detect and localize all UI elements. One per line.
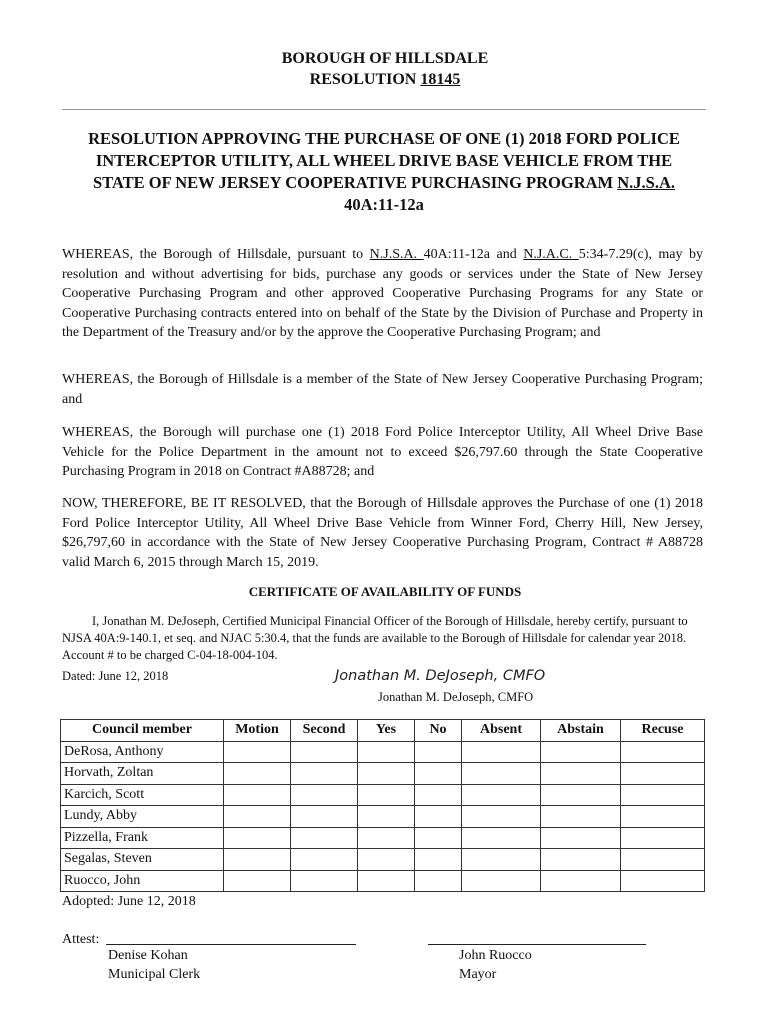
vote-cell [462, 870, 541, 892]
member-name: Segalas, Steven [61, 849, 224, 871]
vote-cell [224, 784, 291, 806]
vote-cell [224, 827, 291, 849]
resolution-number-line [0, 69, 770, 90]
vote-cell [415, 849, 462, 871]
whereas-paragraph-3: WHEREAS, the Borough will purchase one (1) 2018 Ford Police Interceptor Utility, All Wheel Drive Base Vehicle for the Police Department in the amount not to exceed $26,797.60 through the State Cooperative Purchasing Program in 2018 on Contract #A88728; and [62, 425, 703, 479]
header-abstain: Abstain [541, 720, 621, 742]
vote-cell [291, 849, 358, 871]
vote-cell [291, 784, 358, 806]
vote-cell [462, 849, 541, 871]
title-line-2: INTERCEPTOR UTILITY, ALL WHEEL DRIVE BASE VEHICLE FROM THE [95, 151, 673, 170]
vote-cell [291, 806, 358, 828]
p1-njsa-ref: N.J.S.A. [369, 247, 424, 262]
clerk-title: Municipal Clerk [108, 967, 201, 982]
vote-cell [621, 741, 705, 763]
title-line-4: 40A:11-12a [344, 195, 424, 214]
vote-cell [291, 763, 358, 785]
resolution-number: 18145 [420, 71, 461, 88]
certificate-body: I, Jonathan M. DeJoseph, Certified Municipal Financial Officer of the Borough of Hillsdale, hereby certify, pursuant to NJSA 40A:9-140.1, et seq. and NJAC 5:30.4, that the funds are available to the Borough of Hillsdale for calendar year 2018. Account # to be charged C-04-18-004-104. [62, 614, 688, 662]
vote-cell [358, 827, 415, 849]
vote-cell [621, 784, 705, 806]
vote-cell [621, 806, 705, 828]
vote-cell [358, 763, 415, 785]
vote-cell [541, 849, 621, 871]
vote-cell [462, 827, 541, 849]
header-recuse: Recuse [621, 720, 705, 742]
vote-cell [415, 806, 462, 828]
member-name: Pizzella, Frank [61, 827, 224, 849]
clerk-name: Denise Kohan [108, 948, 188, 963]
document-header [0, 48, 770, 90]
header-divider [62, 109, 706, 110]
vote-cell [462, 784, 541, 806]
vote-cell [541, 827, 621, 849]
vote-cell [415, 827, 462, 849]
resolution-title [58, 128, 710, 216]
header-motion: Motion [224, 720, 291, 742]
vote-cell [462, 763, 541, 785]
resolution-label: RESOLUTION [309, 71, 421, 88]
vote-cell [224, 870, 291, 892]
member-name: Horvath, Zoltan [61, 763, 224, 785]
resolved-paragraph: NOW, THEREFORE, BE IT RESOLVED, that the Borough of Hillsdale approves the Purchase of one (1) 2018 Ford Police Interceptor Utility, All Wheel Drive Base Vehicle from Winner Ford, Cherry Hill, New Jersey, $26,797,60 in accordance with the State of New Jersey Cooperative Purchasing Program, Contract # A88728 valid March 6, 2015 through March 15, 2019. [62, 496, 703, 570]
attest-label: Attest: [62, 932, 100, 947]
header-absent: Absent [462, 720, 541, 742]
vote-cell [224, 849, 291, 871]
vote-cell [541, 741, 621, 763]
council-vote-table [60, 719, 705, 892]
title-line-3-text: STATE OF NEW JERSEY COOPERATIVE PURCHASING PROGRAM [93, 173, 618, 192]
vote-cell [224, 806, 291, 828]
vote-cell [541, 784, 621, 806]
title-line-1: RESOLUTION APPROVING THE PURCHASE OF ONE (1) 2018 FORD POLICE [88, 129, 680, 148]
title-line-3 [58, 172, 710, 194]
table-row [61, 806, 705, 828]
vote-cell [358, 870, 415, 892]
vote-cell [358, 741, 415, 763]
p1-text-a: WHEREAS, the Borough of Hillsdale, pursuant to [62, 247, 370, 262]
vote-cell [358, 849, 415, 871]
member-name: Karcich, Scott [61, 784, 224, 806]
title-statute-ref: N.J.S.A. [617, 173, 675, 192]
table-row [61, 784, 705, 806]
borough-name: BOROUGH OF HILLSDALE [281, 50, 489, 67]
vote-cell [541, 763, 621, 785]
vote-cell [358, 806, 415, 828]
cmfo-signature: Jonathan M. DeJoseph, CMFO [335, 668, 546, 684]
certificate-date: Dated: June 12, 2018 [62, 669, 169, 683]
vote-cell [415, 741, 462, 763]
table-row [61, 763, 705, 785]
vote-cell [291, 827, 358, 849]
vote-cell [224, 763, 291, 785]
table-row [61, 870, 705, 892]
vote-cell [291, 870, 358, 892]
vote-cell [462, 806, 541, 828]
table-row [61, 849, 705, 871]
clerk-signature-line [106, 944, 356, 945]
member-name: Lundy, Abby [61, 806, 224, 828]
cmfo-name: Jonathan M. DeJoseph, CMFO [378, 690, 534, 704]
mayor-signature-line [428, 944, 646, 945]
p1-njac-ref: N.J.A.C. [523, 247, 579, 262]
member-name: Ruocco, John [61, 870, 224, 892]
vote-cell [415, 763, 462, 785]
vote-cell [621, 827, 705, 849]
certificate-heading: CERTIFICATE OF AVAILABILITY OF FUNDS [248, 584, 522, 599]
vote-cell [415, 870, 462, 892]
clerk-block [108, 946, 200, 984]
vote-table-header [61, 720, 705, 742]
vote-cell [462, 741, 541, 763]
mayor-name: John Ruocco [459, 948, 532, 963]
table-row [61, 827, 705, 849]
header-no: No [415, 720, 462, 742]
whereas-paragraph-1 [62, 245, 703, 343]
header-yes: Yes [358, 720, 415, 742]
table-row [61, 741, 705, 763]
header-second: Second [291, 720, 358, 742]
p1-text-b: 40A:11-12a and [423, 247, 524, 262]
p1-text-c: 5:34-7.29(c), may by resolution and without advertising for bids, purchase any goods or services under the State of New Jersey Cooperative Purchasing Program and other approved Cooperative Purchasing Programs for any State or Cooperative Purchasing contracts entered into on behalf of the State by the Division of Purchase and Property in the Department of the Treasury and/or by the approve the Cooperative Purchasing Program; and [62, 247, 703, 340]
vote-cell [541, 870, 621, 892]
adopted-date: Adopted: June 12, 2018 [62, 894, 196, 909]
vote-cell [291, 741, 358, 763]
vote-cell [224, 741, 291, 763]
member-name: DeRosa, Anthony [61, 741, 224, 763]
vote-cell [621, 849, 705, 871]
vote-cell [541, 806, 621, 828]
vote-cell [415, 784, 462, 806]
vote-cell [358, 784, 415, 806]
whereas-paragraph-2: WHEREAS, the Borough of Hillsdale is a member of the State of New Jersey Cooperative Purchasing Program; and [62, 372, 703, 407]
mayor-block [459, 946, 532, 984]
vote-cell [621, 870, 705, 892]
mayor-title: Mayor [459, 967, 497, 982]
vote-cell [621, 763, 705, 785]
header-council-member: Council member [61, 720, 224, 742]
